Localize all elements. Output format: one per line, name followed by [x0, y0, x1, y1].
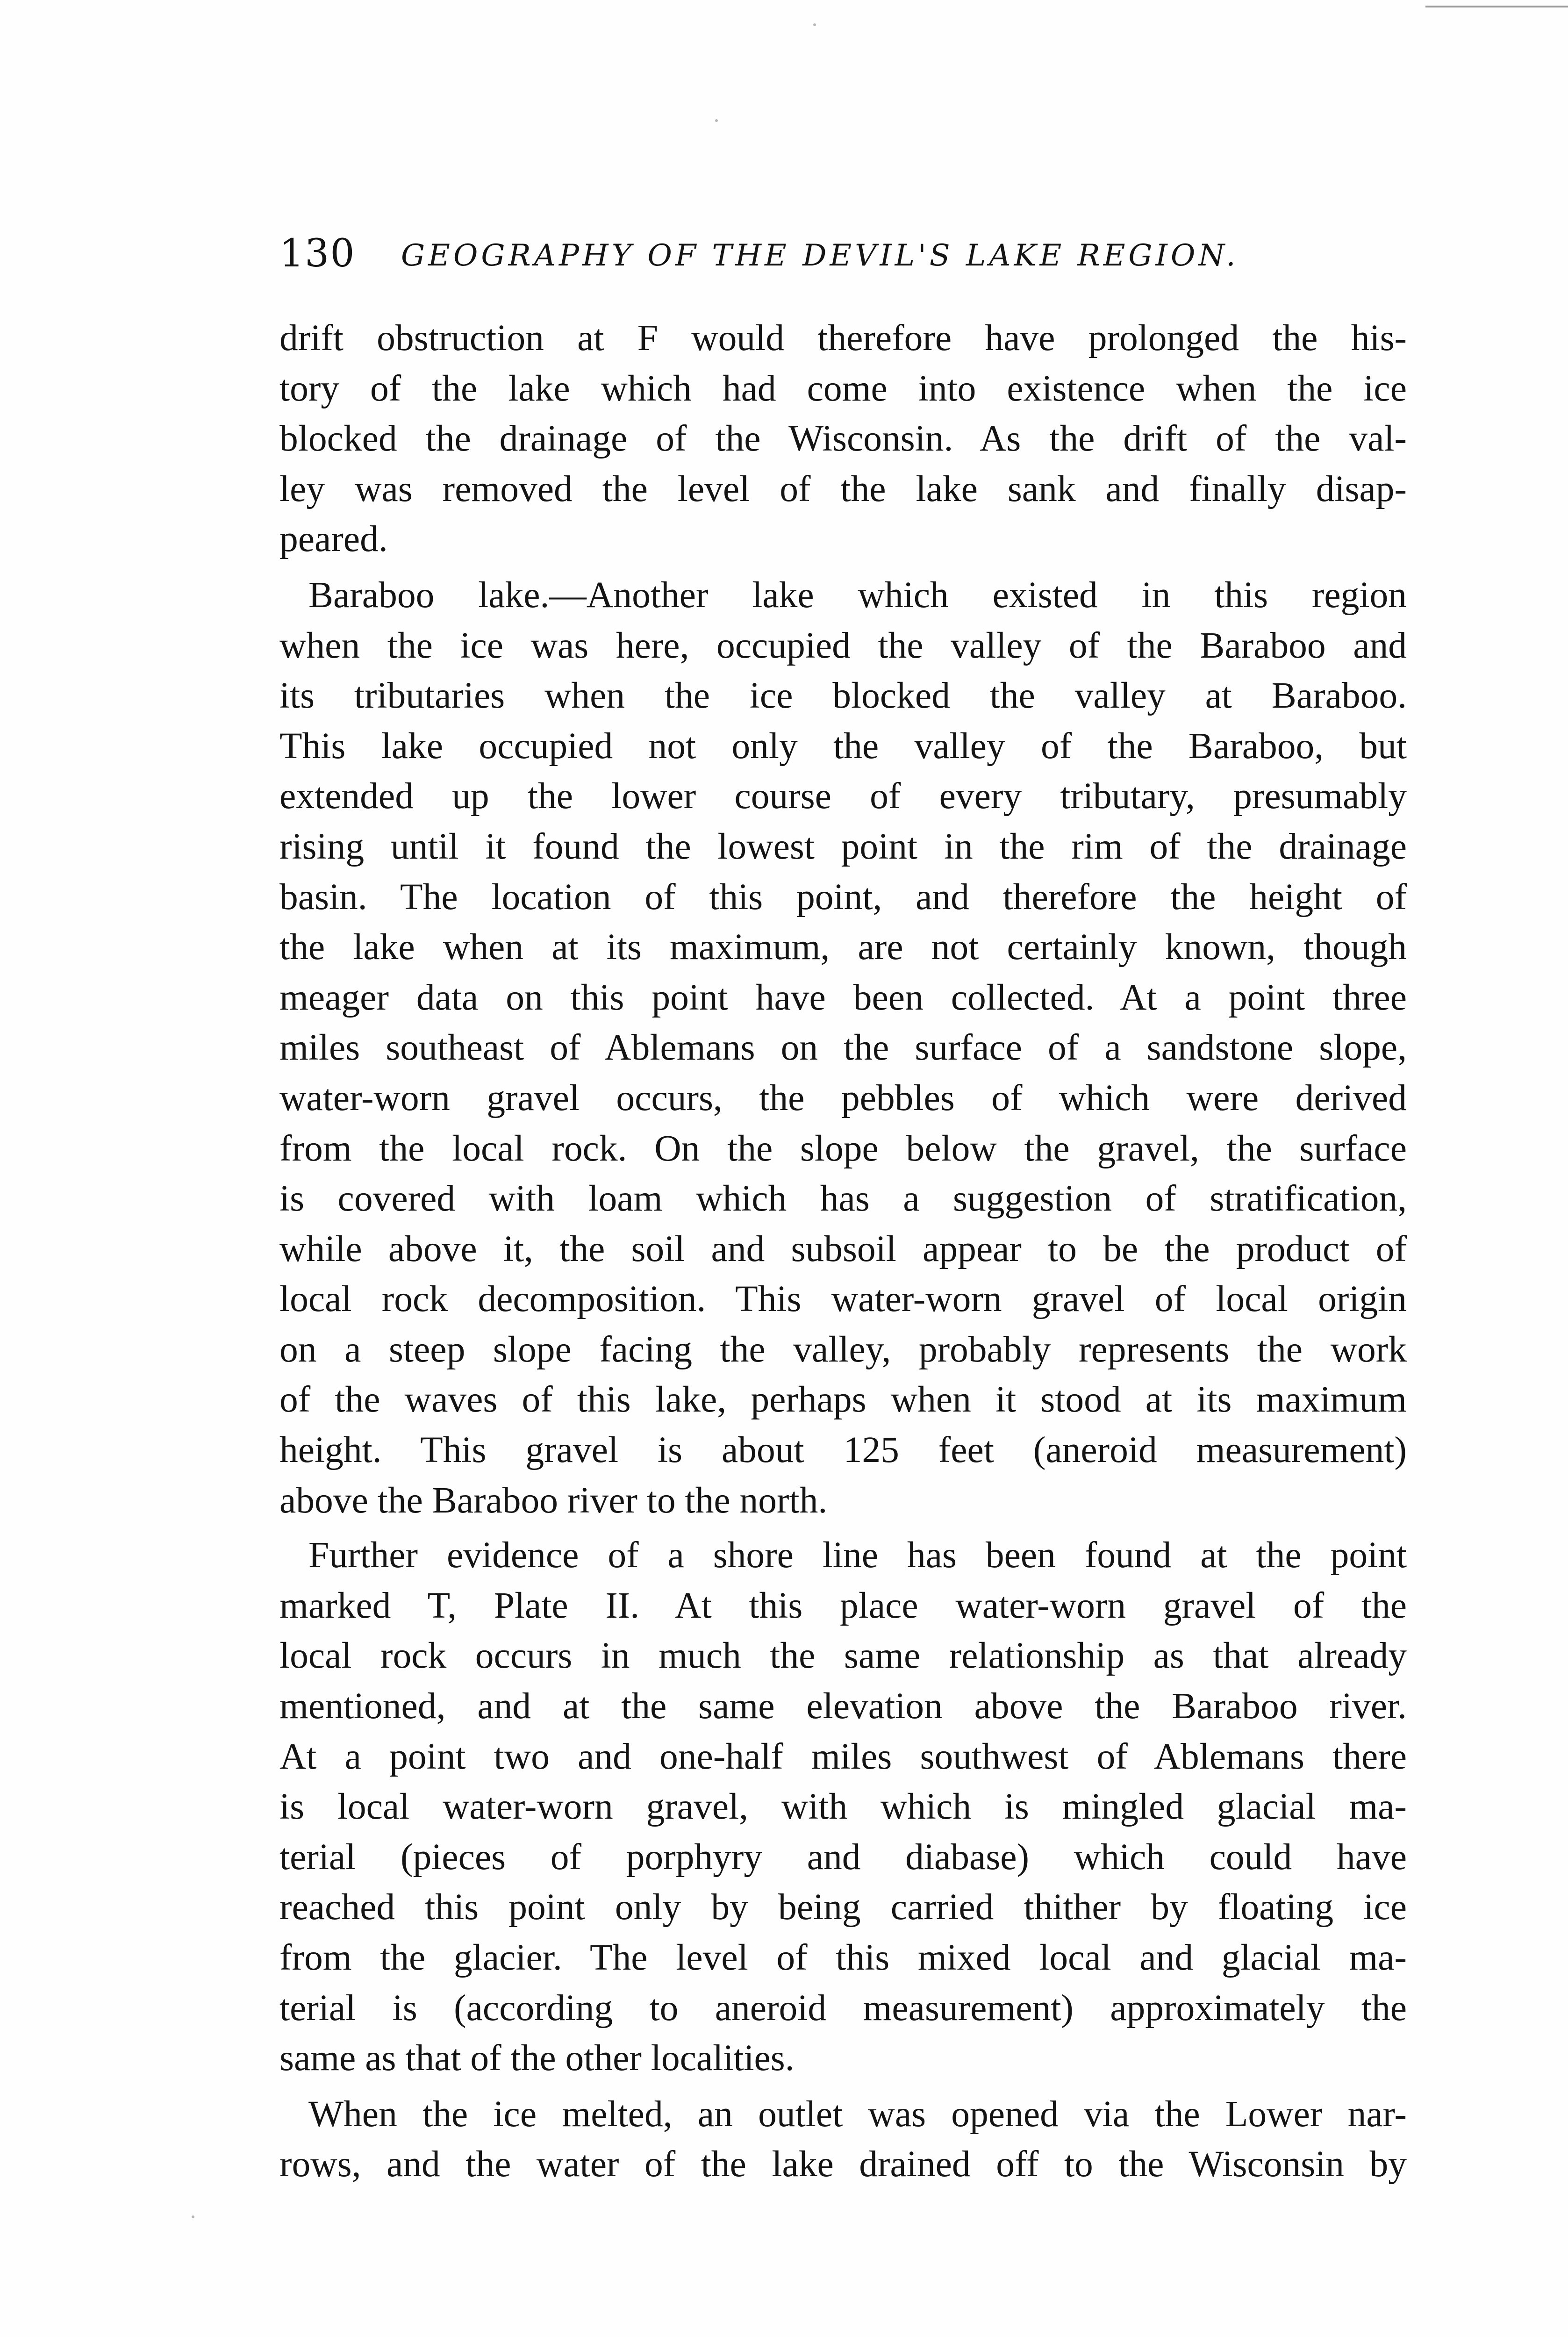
paper-speck: [192, 2215, 194, 2218]
paragraph: [279, 570, 1407, 1526]
text-line: mentioned, and at the same elevation above the Baraboo river.: [279, 1685, 1407, 1727]
page-number: 130: [279, 231, 356, 276]
running-title: GEOGRAPHY OF THE DEVIL'S LAKE REGION.: [401, 238, 1239, 273]
text-line: blocked the drainage of the Wisconsin. As the drift of the val-: [279, 418, 1407, 459]
text-line: from the local rock. On the slope below the gravel, the surface: [279, 1127, 1407, 1169]
page-header: [279, 228, 1420, 280]
text-line: meager data on this point have been collected. At a point three: [279, 976, 1407, 1018]
paragraph-gap: [279, 565, 1407, 570]
text-line: of the waves of this lake, perhaps when it stood at its maximum: [279, 1379, 1407, 1420]
paragraph-gap: [279, 1526, 1407, 1530]
text-line: Baraboo lake.—Another lake which existed in this region: [308, 574, 1407, 616]
text-line: Further evidence of a shore line has been found at the point: [308, 1534, 1407, 1576]
text-line: on a steep slope facing the valley, probably represents the work: [279, 1328, 1407, 1370]
text-line: peared.: [279, 518, 388, 560]
text-line: reached this point only by being carried thither by floating ice: [279, 1886, 1407, 1928]
text-line: its tributaries when the ice blocked the valley at Baraboo.: [279, 675, 1407, 717]
text-line: height. This gravel is about 125 feet (aneroid measurement): [279, 1429, 1407, 1471]
text-line: basin. The location of this point, and therefore the height of: [279, 876, 1407, 918]
text-line: same as that of the other localities.: [279, 2037, 795, 2079]
text-line: This lake occupied not only the valley of the Baraboo, but: [279, 725, 1407, 767]
text-line: tory of the lake which had come into existence when the ice: [279, 367, 1407, 409]
text-line: rising until it found the lowest point in the rim of the drainage: [279, 825, 1407, 867]
text-line: rows, and the water of the lake drained off to the Wisconsin by: [279, 2143, 1407, 2185]
text-line: terial (pieces of porphyry and diabase) which could have: [279, 1836, 1407, 1878]
text-line: when the ice was here, occupied the valley of the Baraboo and: [279, 624, 1407, 666]
paragraph-gap: [279, 2084, 1407, 2089]
scan-edge-line: [1425, 6, 1568, 7]
text-line: above the Baraboo river to the north.: [279, 1479, 828, 1521]
text-line: terial is (according to aneroid measurement) approximately the: [279, 1987, 1407, 2029]
paragraph: [279, 1530, 1407, 2084]
text-line: from the glacier. The level of this mixed local and glacial ma-: [279, 1937, 1407, 1978]
text-line: local rock occurs in much the same relationship as that already: [279, 1635, 1407, 1677]
text-line: At a point two and one-half miles southwest of Ablemans there: [279, 1735, 1407, 1777]
text-line: water-worn gravel occurs, the pebbles of which were derived: [279, 1077, 1407, 1118]
text-line: marked T, Plate II. At this place water-worn gravel of the: [279, 1584, 1407, 1626]
text-line: is covered with loam which has a suggestion of stratification,: [279, 1178, 1407, 1219]
text-line: while above it, the soil and subsoil appear to be the product of: [279, 1228, 1407, 1269]
paragraph: [279, 2089, 1407, 2190]
text-line: drift obstruction at F would therefore have prolonged the his-: [279, 317, 1407, 358]
body-text: [279, 313, 1407, 2190]
paper-speck: [813, 23, 816, 26]
text-line: local rock decomposition. This water-worn gravel of local origin: [279, 1278, 1407, 1320]
text-line: miles southeast of Ablemans on the surface of a sandstone slope,: [279, 1027, 1407, 1068]
text-line: When the ice melted, an outlet was opened via the Lower nar-: [308, 2093, 1407, 2135]
text-line: ley was removed the level of the lake sank and finally disap-: [279, 468, 1407, 509]
text-line: extended up the lower course of every tributary, presumably: [279, 775, 1407, 817]
text-line: is local water-worn gravel, with which is mingled glacial ma-: [279, 1786, 1407, 1828]
paragraph: [279, 313, 1407, 565]
paper-speck: [715, 119, 718, 122]
text-line: the lake when at its maximum, are not certainly known, though: [279, 926, 1407, 968]
